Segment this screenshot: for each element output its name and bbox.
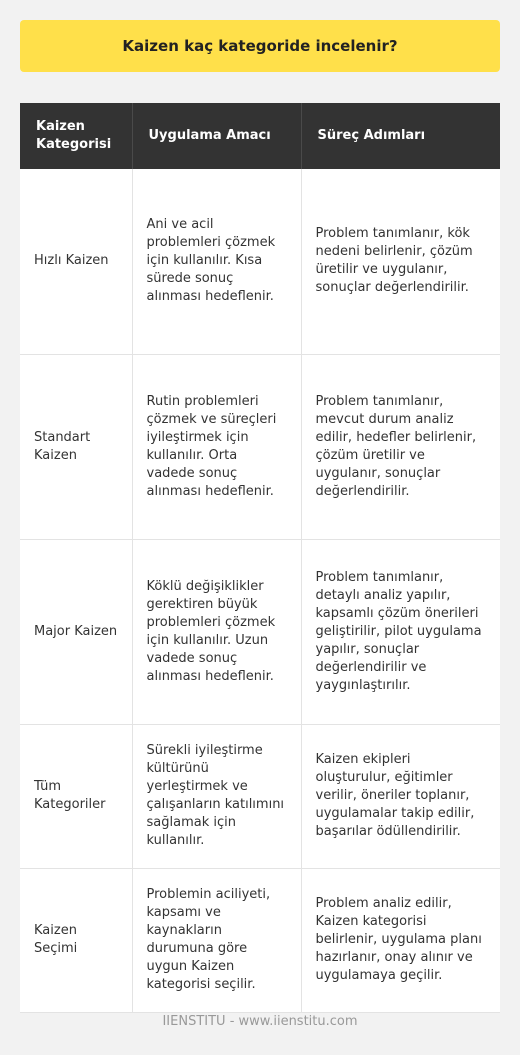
cell-purpose: Ani ve acil problemleri çözmek için kullanılır. Kısa sürede sonuç alınması hedeflenir.	[132, 169, 301, 354]
cell-category: Major Kaizen	[20, 539, 132, 724]
cell-steps: Problem analiz edilir, Kaizen kategorisi belirlenir, uygulama planı hazırlanır, onay alınır ve uygulamaya geçilir.	[301, 868, 500, 1012]
page-title: Kaizen kaç kategoride incelenir?	[20, 20, 500, 72]
cell-category: Hızlı Kaizen	[20, 169, 132, 354]
table-row	[20, 354, 500, 539]
cell-steps: Problem tanımlanır, detaylı analiz yapılır, kapsamlı çözüm önerileri geliştirilir, pilot uygulama yapılır, sonuçlar değerlendirilir ve yaygınlaştırılır.	[301, 539, 500, 724]
cell-category: Standart Kaizen	[20, 354, 132, 539]
cell-purpose: Köklü değişiklikler gerektiren büyük problemleri çözmek için kullanılır. Uzun vadede sonuç alınması hedeflenir.	[132, 539, 301, 724]
table-row	[20, 724, 500, 868]
cell-steps: Kaizen ekipleri oluşturulur, eğitimler verilir, öneriler toplanır, uygulamalar takip edilir, başarılar ödüllendirilir.	[301, 724, 500, 868]
cell-purpose: Sürekli iyileştirme kültürünü yerleştirmek ve çalışanların katılımını sağlamak için kullanılır.	[132, 724, 301, 868]
table-row	[20, 868, 500, 1012]
cell-category: Kaizen Seçimi	[20, 868, 132, 1012]
header-category: Kaizen Kategorisi	[20, 103, 132, 169]
table-row	[20, 169, 500, 354]
table-row	[20, 539, 500, 724]
header-steps: Süreç Adımları	[301, 103, 500, 169]
header-purpose: Uygulama Amacı	[132, 103, 301, 169]
cell-category: Tüm Kategoriler	[20, 724, 132, 868]
kaizen-table	[20, 103, 500, 1013]
cell-purpose: Rutin problemleri çözmek ve süreçleri iyileştirmek için kullanılır. Orta vadede sonuç alınması hedeflenir.	[132, 354, 301, 539]
table-header-row	[20, 103, 500, 169]
footer-credit: IIENSTITU - www.iienstitu.com	[162, 1014, 358, 1029]
cell-purpose: Problemin aciliyeti, kapsamı ve kaynakların durumuna göre uygun Kaizen kategorisi seçilir.	[132, 868, 301, 1012]
cell-steps: Problem tanımlanır, kök nedeni belirlenir, çözüm üretilir ve uygulanır, sonuçlar değerlendirilir.	[301, 169, 500, 354]
cell-steps: Problem tanımlanır, mevcut durum analiz edilir, hedefler belirlenir, çözüm üretilir ve uygulanır, sonuçlar değerlendirilir.	[301, 354, 500, 539]
